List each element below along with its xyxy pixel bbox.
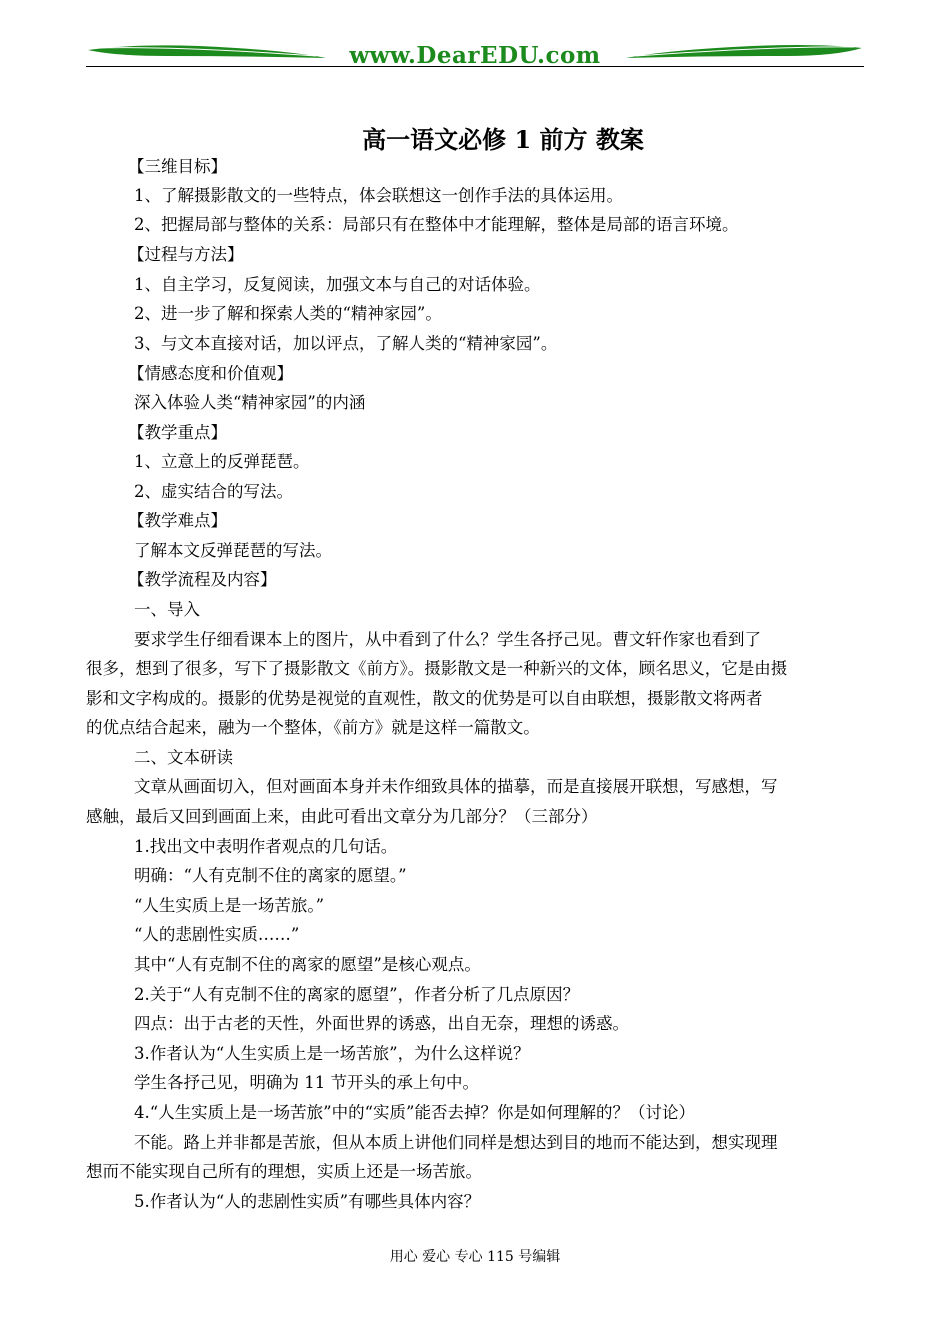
paragraph-line: 感触，最后又回到画面上来，由此可看出文章分为几部分？（三部分） [86,807,598,826]
text-line: 四点：出于古老的天性，外面世界的诱惑，出自无奈，理想的诱惑。 [134,1014,629,1033]
text-line: 2.关于“人有克制不住的离家的愿望”，作者分析了几点原因？ [134,985,580,1004]
text-line: 深入体验人类“精神家园”的内涵 [134,393,366,412]
section-heading: 【情感态度和价值观】 [128,364,293,383]
text-line: 了解本文反弹琵琶的写法。 [134,541,332,560]
text-line: 二、文本研读 [134,748,233,767]
text-line: 3.作者认为“人生实质上是一场苦旅”，为什么这样说？ [134,1044,530,1063]
page-footer: 用心 爱心 专心 115 号编辑 [389,1249,561,1265]
text-line: 明确：“人有克制不住的离家的愿望。” [134,866,407,885]
text-line: 1、自主学习，反复阅读，加强文本与自己的对话体验。 [134,275,541,294]
paragraph-line: 文章从画面切入，但对画面本身并未作细致具体的描摹，而是直接展开联想，写感想，写 [134,777,778,796]
text-line: 其中“人有克制不住的离家的愿望”是核心观点。 [134,955,481,974]
text-line: 1.找出文中表明作者观点的几句话。 [134,837,398,856]
paragraph-line: 影和文字构成的。摄影的优势是视觉的直观性，散文的优势是可以自由联想，摄影散文将两者 [86,689,763,708]
header-divider [86,66,864,67]
paragraph-line: 要求学生仔细看课本上的图片，从中看到了什么？学生各抒己见。曹文轩作家也看到了 [134,630,761,649]
section-heading: 【教学流程及内容】 [128,570,277,589]
paragraph-line: 不能。路上并非都是苦旅，但从本质上讲他们同样是想达到目的地而不能达到，想实现理 [134,1133,778,1152]
text-line: 3、与文本直接对话，加以评点，了解人类的“精神家园”。 [134,334,558,353]
text-line: 1、了解摄影散文的一些特点，体会联想这一创作手法的具体运用。 [134,186,623,205]
site-logo: www.DearEDU.com [349,42,601,69]
text-line: 4.“人生实质上是一场苦旅”中的“实质”能否去掉？你是如何理解的？（讨论） [134,1103,695,1122]
text-line: 5.作者认为“人的悲剧性实质”有哪些具体内容？ [134,1192,481,1211]
text-line: 2、虚实结合的写法。 [134,482,293,501]
text-line: “人生实质上是一场苦旅。” [134,896,325,915]
text-line: 1、立意上的反弹琵琶。 [134,452,310,471]
section-heading: 【教学难点】 [128,511,227,530]
paragraph-line: 的优点结合起来，融为一个整体，《前方》就是这样一篇散文。 [86,718,540,737]
text-line: 2、把握局部与整体的关系：局部只有在整体中才能理解，整体是局部的语言环境。 [134,215,739,234]
section-heading: 【过程与方法】 [128,245,244,264]
text-line: 学生各抒己见，明确为 11 节开头的承上句中。 [134,1073,479,1092]
paragraph-line: 很多，想到了很多，写下了摄影散文《前方》。摄影散文是一种新兴的文体，顾名思义，它是由摄 [86,659,788,678]
page-header [86,36,864,76]
paragraph-line: 想而不能实现自己所有的理想，实质上还是一场苦旅。 [86,1162,482,1181]
document-title: 高一语文必修 1 前方 教案 [362,125,644,154]
text-line: 一、导入 [134,600,200,619]
section-heading: 【三维目标】 [128,157,227,176]
section-heading: 【教学重点】 [128,423,227,442]
text-line: “人的悲剧性实质……” [134,925,300,944]
text-line: 2、进一步了解和探索人类的“精神家园”。 [134,304,442,323]
